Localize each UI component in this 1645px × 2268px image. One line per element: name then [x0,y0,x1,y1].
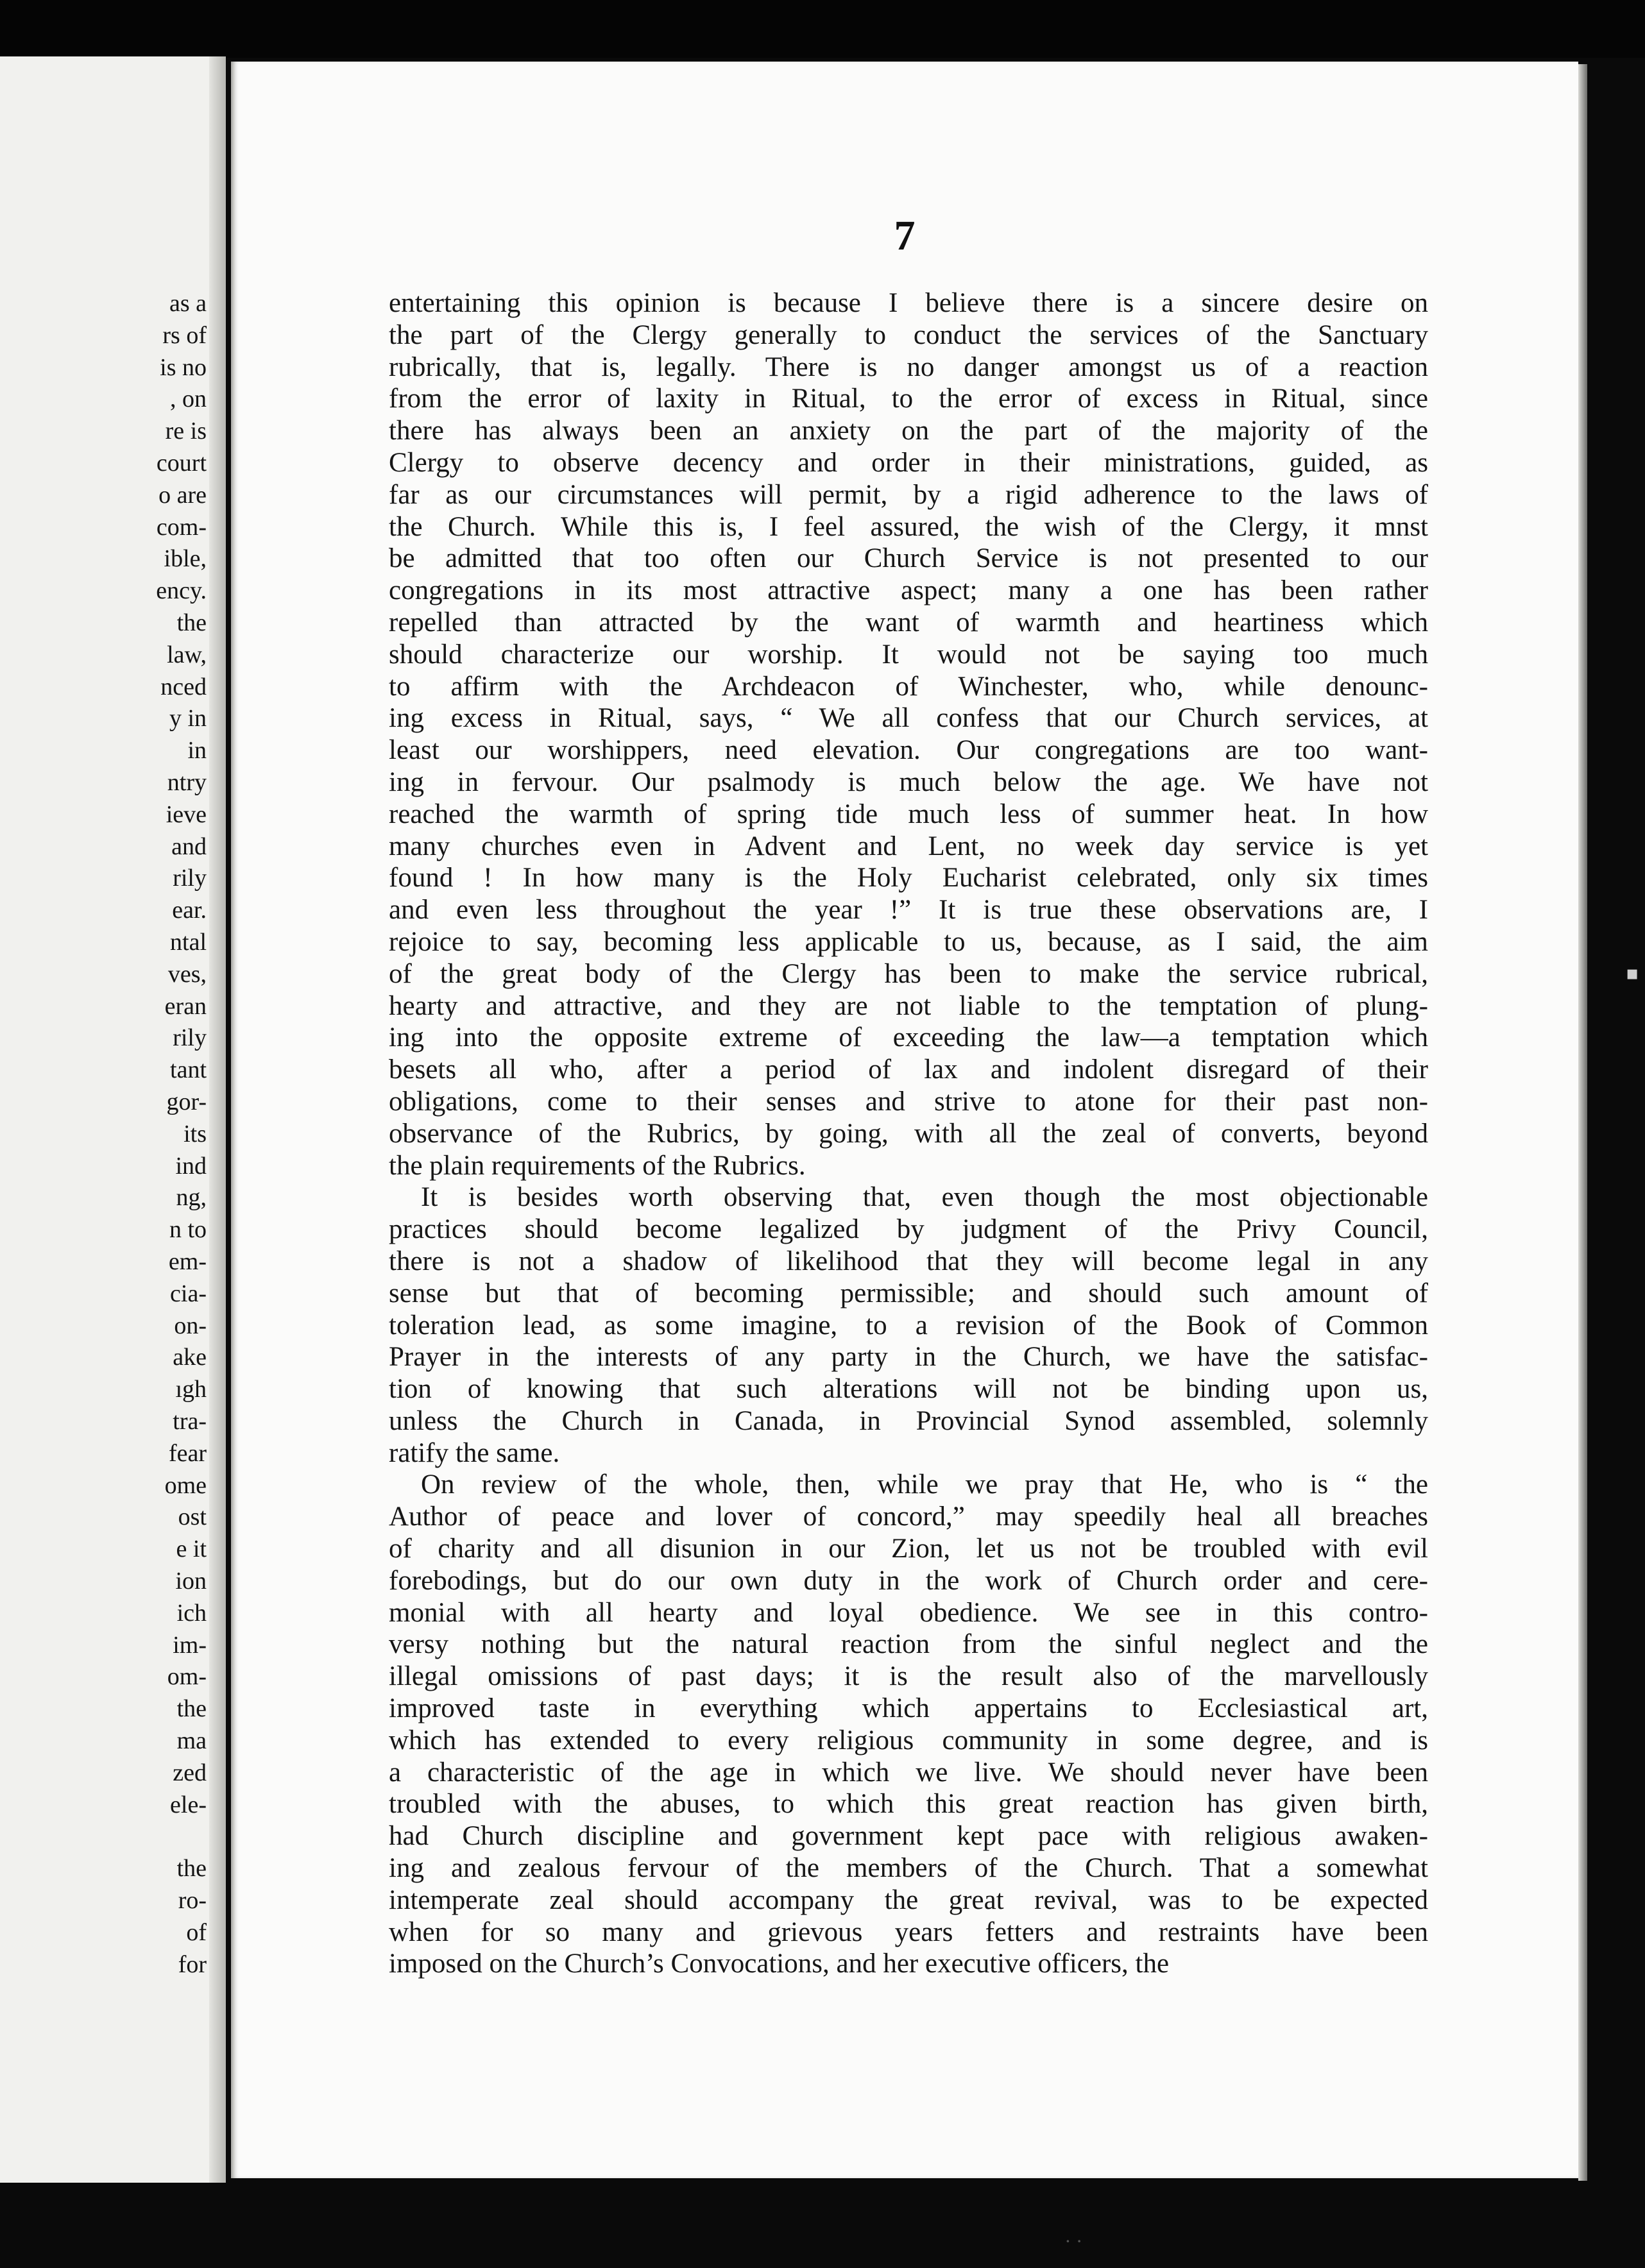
text-line: should characterize our worship. It would not be saying too much [389,639,1428,670]
text-line: besets all who, after a period of lax and indolent disregard of their [389,1054,1428,1085]
facing-page-line: ible, [164,545,207,573]
facing-page-line: zed [173,1759,207,1786]
facing-page-line: ng, [176,1184,207,1212]
text-line: improved taste in everything which appertains to Ecclesiastical art, [389,1693,1428,1724]
facing-page-line: ro- [178,1887,207,1914]
facing-page-line: its [183,1120,207,1147]
text-line: of charity and all disunion in our Zion, let us not be troubled with evil [389,1534,1428,1564]
text-line: a characteristic of the age in which we live. We should never have been [389,1757,1428,1788]
facing-page-line: in [187,737,207,765]
facing-page-line: ake [173,1344,207,1371]
text-line: rejoice to say, becoming less applicable to us, because, as I said, the aim [389,926,1428,957]
text-line: of the great body of the Clergy has been to make the service rubrical, [389,958,1428,989]
facing-page-line: ieve [166,800,207,828]
text-line: rubrically, that is, legally. There is no danger amongst us of a reaction [389,351,1428,382]
text-line: unless the Church in Canada, in Provincial Synod assembled, solemnly [389,1405,1428,1436]
page-edge-shadow [1578,64,1587,2181]
text-line: which has extended to every religious community in some degree, and is [389,1725,1428,1756]
facing-page-line: ntry [167,769,207,796]
text-line: tion of knowing that such alterations will not be binding upon us, [389,1374,1428,1405]
text-line: to affirm with the Archdeacon of Winchester, who, while denounc- [389,671,1428,702]
facing-page-line: gor- [166,1088,207,1115]
facing-page-line: ome [164,1471,207,1499]
facing-page-line: ele- [170,1791,207,1818]
facing-page-line: court [156,450,207,477]
facing-page-line: ıgh [175,1376,207,1403]
text-line: ing and zealous fervour of the members of the Church. That a somewhat [389,1853,1428,1884]
text-line: Clergy to observe decency and order in their ministrations, guided, as [389,447,1428,478]
facing-page-line: ma [176,1727,207,1754]
text-line: It is besides worth observing that, even though the most objectionable [421,1182,1428,1213]
facing-page-line: , on [170,385,207,413]
text-line: obligations, come to their senses and strive to atone for their past non- [389,1086,1428,1117]
text-line: practices should become legalized by judgment of the Privy Council, [389,1214,1428,1245]
facing-page-line: y in [169,705,207,732]
facing-page-line: e it [176,1536,207,1563]
facing-page-line: om- [167,1663,207,1691]
facing-page-line: the [176,1855,207,1883]
facing-page-line: law, [167,641,207,668]
facing-page-line: ind [175,1152,207,1180]
text-line: reached the warmth of spring tide much less of summer heat. In how [389,799,1428,829]
text-line: the plain requirements of the Rubrics. [389,1150,806,1181]
text-line: monial with all hearty and loyal obedience. We see in this contro- [389,1597,1428,1628]
scan-border-top [0,0,1645,58]
text-line: ing in fervour. Our psalmody is much below the age. We have not [389,766,1428,797]
facing-page-line: on- [174,1312,207,1339]
facing-page-line: as a [169,290,207,317]
facing-page-line: ich [176,1599,207,1627]
facing-page-line: is no [160,353,207,381]
facing-page-line: cia- [170,1280,207,1307]
facing-page-line: rs of [162,321,207,349]
facing-page-line: ency. [156,577,207,605]
text-line: far as our circumstances will permit, by a rigid adherence to the laws of [389,479,1428,510]
facing-page-line: rily [173,1024,207,1052]
text-line: congregations in its most attractive aspect; many a one has been rather [389,575,1428,606]
text-line: the part of the Clergy generally to conduct the services of the Sanctuary [389,319,1428,350]
text-line: entertaining this opinion is because I believe there is a sincere desire on [389,288,1428,318]
body-text [389,287,1428,1980]
text-line: had Church discipline and government kept pace with religious awaken- [389,1821,1428,1852]
facing-page-line: ion [175,1568,207,1595]
text-line: from the error of laxity in Ritual, to the error of excess in Ritual, since [389,384,1428,414]
scan-speck: · · [1065,2231,1082,2252]
facing-page-line: n to [169,1216,207,1244]
facing-page-line: im- [173,1631,207,1659]
facing-page-line: the [176,609,207,636]
text-line: be admitted that too often our Church Service is not presented to our [389,543,1428,574]
text-line: Author of peace and lover of concord,” may speedily heal all breaches [389,1502,1428,1532]
facing-page-line: eran [164,992,207,1020]
text-line: imposed on the Church’s Convocations, and her executive officers, the [389,1949,1170,1979]
facing-page-line: and [171,833,207,860]
text-line: On review of the whole, then, while we pray that He, who is “ the [421,1469,1428,1500]
text-line: troubled with the abuses, to which this great reaction has given birth, [389,1789,1428,1820]
text-line: least our worshippers, need elevation. Our congregations are too want- [389,735,1428,766]
text-line: sense but that of becoming permissible; and should such amount of [389,1278,1428,1308]
facing-page-line: tant [170,1056,207,1084]
text-line: Prayer in the interests of any party in the Church, we have the satisfac- [389,1342,1428,1373]
text-line: ing into the opposite extreme of exceeding the law—a temptation which [389,1022,1428,1053]
text-line: forebodings, but do our own duty in the work of Church order and cere- [389,1565,1428,1596]
text-line: ing excess in Ritual, says, “ We all confess that our Church services, at [389,703,1428,734]
page-gutter [209,56,226,2183]
text-line: when for so many and grievous years fetters and restraints have been [389,1917,1428,1947]
facing-page-line: fear [168,1439,207,1467]
page-number: 7 [894,212,916,259]
text-line: hearty and attractive, and they are not liable to the temptation of plung- [389,990,1428,1021]
facing-page-line: o are [158,481,207,509]
text-line: there is not a shadow of likelihood that they will become legal in any [389,1246,1428,1276]
facing-page-line: com- [156,513,207,541]
facing-page-line: ves, [167,960,207,988]
text-line: intemperate zeal should accompany the great revival, was to be expected [389,1884,1428,1915]
text-line: illegal omissions of past days; it is the result also of the marvellously [389,1661,1428,1692]
facing-page-line: rily [173,865,207,892]
facing-page-line: ntal [170,929,207,956]
facing-page-line: em- [168,1248,207,1275]
facing-page-line: ear. [172,897,207,924]
text-line: ratify the same. [389,1437,560,1468]
facing-page-line: of [186,1918,207,1946]
facing-page-line: ost [178,1503,207,1531]
scan-speck: ▪ [1626,962,1639,985]
text-line: repelled than attracted by the want of warmth and heartiness which [389,607,1428,638]
text-line: versy nothing but the natural reaction from the sinful neglect and the [389,1629,1428,1660]
text-line: there has always been an anxiety on the part of the majority of the [389,416,1428,446]
text-line: toleration lead, as some imagine, to a revision of the Book of Common [389,1310,1428,1341]
facing-page-line: re is [165,418,207,445]
text-line: observance of the Rubrics, by going, with all the zeal of converts, beyond [389,1118,1428,1149]
facing-page-line: for [178,1951,207,1978]
facing-page-line: nced [160,673,207,700]
facing-page-line: tra- [173,1408,207,1435]
text-line: found ! In how many is the Holy Eucharist celebrated, only six times [389,863,1428,893]
facing-page-left [0,56,226,2183]
facing-page-line: the [176,1695,207,1723]
text-line: many churches even in Advent and Lent, no week day service is yet [389,831,1428,861]
text-line: and even less throughout the year !” It is true these observations are, I [389,895,1428,926]
text-line: the Church. While this is, I feel assured, the wish of the Clergy, it mnst [389,511,1428,542]
